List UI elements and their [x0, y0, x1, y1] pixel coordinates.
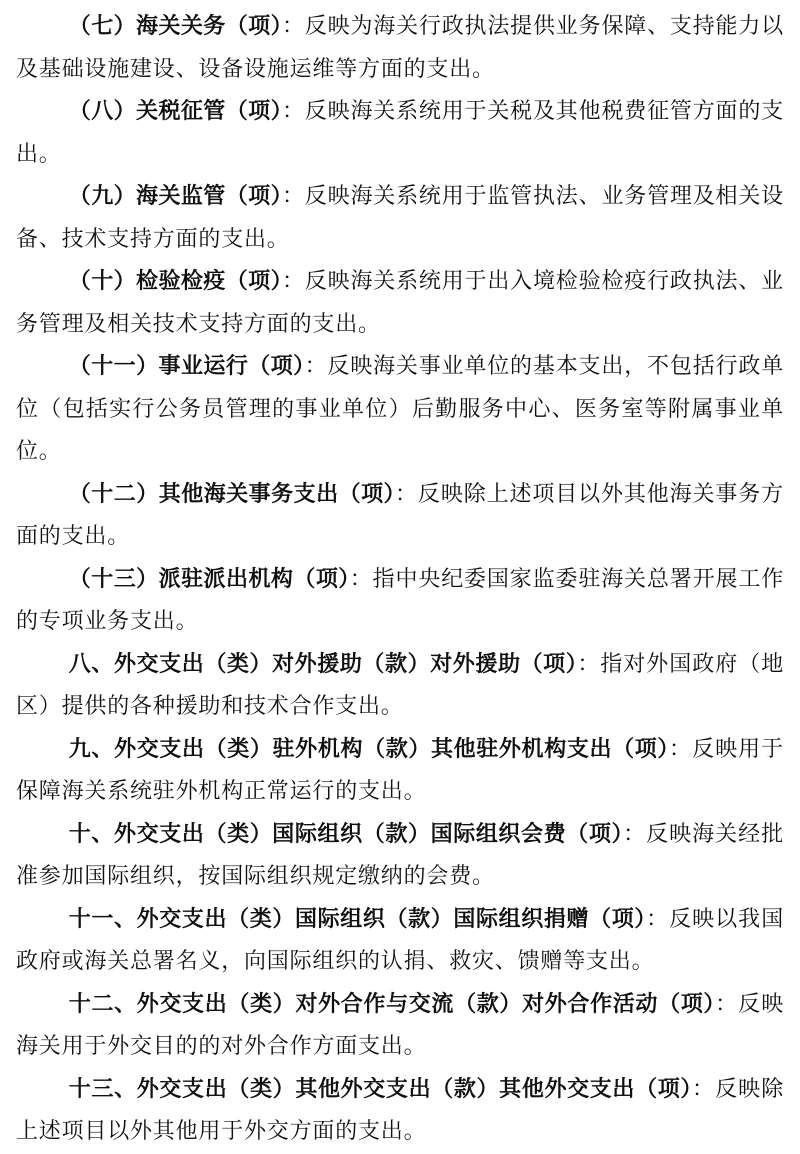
- paragraph-body: ：反映以我国政府或海关总署名义，向国际组织的认捐、救灾、馈赠等支出。: [16, 906, 784, 974]
- paragraph-customs-supervision: [16, 176, 784, 261]
- paragraph-body: ：指中央纪委国家监委驻海关总署开展工作的专项业务支出。: [16, 566, 785, 634]
- paragraph-external-cooperation: [16, 984, 784, 1069]
- paragraph-body: ：反映用于保障海关系统驻外机构正常运行的支出。: [16, 736, 784, 804]
- paragraph-body: ：反映海关系统用于出入境检验检疫行政执法、业务管理及相关技术支持方面的支出。: [16, 269, 784, 337]
- paragraph-body: ：反映海关事业单位的基本支出，不包括行政单位（包括实行公务员管理的事业单位）后勤服务中心、医务室等附属事业单位。: [16, 354, 784, 464]
- paragraph-foreign-aid: [16, 644, 784, 729]
- paragraph-heading: （十）检验检疫（项）: [68, 269, 282, 294]
- paragraph-body: ：反映为海关行政执法提供业务保障、支持能力以及基础设施建设、设备设施运维等方面的支出。: [16, 14, 784, 82]
- paragraph-body: ：反映除上述项目以外其他海关事务方面的支出。: [16, 481, 784, 549]
- paragraph-tariff-collection: [16, 91, 784, 176]
- paragraph-public-institution-operation: [16, 346, 784, 474]
- paragraph-heading: 十一、外交支出（类）国际组织（款）国际组织捐赠（项）: [68, 906, 647, 932]
- paragraph-body: ：反映海关用于外交目的的对外合作方面支出。: [16, 991, 784, 1059]
- paragraph-heading: 九、外交支出（类）驻外机构（款）其他驻外机构支出（项）: [68, 736, 670, 762]
- paragraph-body: ：反映除上述项目以外其他用于外交方面的支出。: [16, 1076, 785, 1144]
- paragraph-heading: （十一）事业运行（项）: [68, 354, 305, 379]
- paragraph-heading: （十三）派驻派出机构（项）: [68, 566, 350, 592]
- paragraph-other-customs-affairs: [16, 474, 784, 559]
- paragraph-international-org-donations: [16, 899, 784, 984]
- paragraph-heading: 十三、外交支出（类）其他外交支出（款）其他外交支出（项）: [68, 1076, 693, 1102]
- paragraph-heading: 十、外交支出（类）国际组织（款）国际组织会费（项）: [68, 821, 624, 847]
- paragraph-heading: （十二）其他海关事务支出（项）: [68, 481, 396, 507]
- paragraph-overseas-agencies: [16, 729, 784, 814]
- paragraph-dispatched-agencies: [16, 559, 784, 644]
- paragraph-customs-affairs: [16, 6, 784, 91]
- paragraph-heading: （九）海关监管（项）: [68, 184, 282, 209]
- paragraph-heading: 八、外交支出（类）对外援助（款）对外援助（项）: [68, 651, 578, 677]
- paragraph-body: ：反映海关系统用于监管执法、业务管理及相关设备、技术支持方面的支出。: [16, 184, 784, 252]
- paragraph-international-org-fees: [16, 814, 784, 899]
- paragraph-body: ：指对外国政府（地区）提供的各种援助和技术合作支出。: [16, 651, 785, 719]
- paragraph-heading: 十二、外交支出（类）对外合作与交流（款）对外合作活动（项）: [68, 991, 716, 1017]
- paragraph-inspection-quarantine: [16, 261, 784, 346]
- paragraph-heading: （八）关税征管（项）: [68, 99, 282, 124]
- paragraph-body: ：反映海关系统用于关税及其他税费征管方面的支出。: [16, 99, 784, 167]
- paragraph-body: ：反映海关经批准参加国际组织，按国际组织规定缴纳的会费。: [16, 821, 784, 889]
- paragraph-heading: （七）海关关务（项）: [68, 14, 282, 39]
